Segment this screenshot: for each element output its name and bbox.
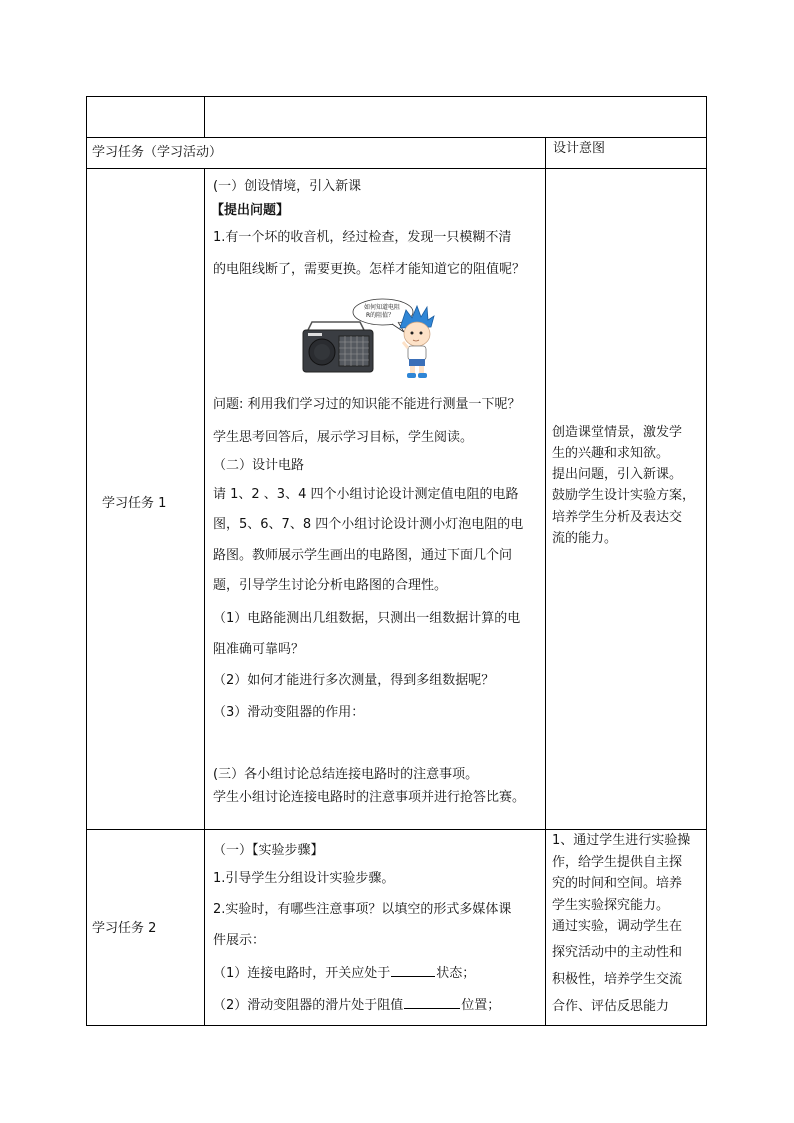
paragraph-line: 题，引导学生讨论分析电路图的合理性。 [213, 578, 448, 593]
table-row-divider [86, 829, 707, 830]
fill-text: 状态； [436, 966, 476, 981]
task-label: 学习任务 2 [92, 921, 157, 936]
intent-line: 探究活动中的主动性和 [552, 945, 683, 960]
radio-icon [303, 322, 373, 372]
paragraph-line: 的电阻线断了，需要更换。怎样才能知道它的阻值呢？ [213, 262, 526, 277]
paragraph-line: 件展示： [213, 933, 266, 948]
paragraph-line: （1）电路能测出几组数据，只测出一组数据计算的电 [213, 611, 521, 626]
intent-column-header: 设计意图 [553, 141, 606, 156]
intent-line: 积极性，培养学生交流 [552, 972, 683, 987]
table-row-divider [86, 168, 707, 169]
fill-blank-line [213, 964, 475, 982]
raise-question-heading: 【提出问题】 [211, 203, 290, 218]
fill-text: （1）连接电路时，开关应处于 [213, 966, 391, 981]
intent-line: 究的时间和空间。培养 [552, 876, 683, 891]
intent-line: 生的兴趣和求知欲。 [552, 446, 670, 461]
paragraph-line: 路图。教师展示学生画出的电路图，通过下面几个问 [213, 548, 513, 563]
fill-text: 位置； [461, 998, 501, 1013]
intent-line: 作，给学生提供自主探 [552, 855, 683, 870]
section-title: （一）【实验步骤】 [213, 843, 324, 858]
intent-line: 鼓励学生设计实验方案， [552, 488, 696, 503]
table-border-top [86, 96, 707, 97]
paragraph-line: 1.引导学生分组设计实验步骤。 [213, 871, 395, 886]
paragraph-line: 图，5、6、7、8 四个小组讨论设计测小灯泡电阻的电 [213, 517, 524, 532]
table-border-left [86, 96, 87, 1026]
table-row-divider [86, 137, 707, 138]
section-title: (三）各小组讨论总结连接电路时的注意事项。 [213, 767, 479, 782]
intent-line: 流的能力。 [552, 531, 618, 546]
section-title: （二）设计电路 [213, 458, 305, 473]
intent-line: 提出问题，引入新课。 [552, 467, 683, 482]
table-border-bottom [86, 1025, 707, 1026]
task-label: 学习任务 1 [102, 496, 167, 511]
table-col-divider [204, 168, 205, 1026]
intent-line: 通过实验，调动学生在 [552, 919, 683, 934]
bubble-text: 如何知道电阻 [364, 304, 401, 311]
paragraph-line: （2）如何才能进行多次测量，得到多组数据呢？ [213, 673, 495, 688]
paragraph-line: 1.有一个坏的收音机，经过检查，发现一只模糊不清 [213, 230, 512, 245]
paragraph-line: 学生小组讨论连接电路时的注意事项并进行抢答比赛。 [213, 790, 526, 805]
paragraph-line: 学生思考回答后，展示学习目标，学生阅读。 [213, 430, 474, 445]
paragraph-line: 阻准确可靠吗？ [213, 642, 305, 657]
intent-line: 创造课堂情景，激发学 [552, 425, 683, 440]
paragraph-line: 问题: 利用我们学习过的知识能不能进行测量一下呢？ [213, 397, 521, 412]
blank-field [404, 996, 460, 1009]
fill-blank-line [213, 996, 500, 1014]
paragraph-line: 请 1、2 、3、4 四个小组讨论设计测定值电阻的电路 [213, 487, 519, 502]
bubble-text: R的阻值？ [366, 312, 395, 319]
paragraph-line: （3）滑动变阻器的作用： [213, 705, 365, 720]
intent-line: 学生实验探究能力。 [552, 898, 670, 913]
intent-line: 1、通过学生进行实验操 [552, 833, 691, 848]
table-col-divider [545, 137, 546, 1026]
table-col-divider [204, 96, 205, 138]
fill-text: （2）滑动变阻器的滑片处于阻值 [213, 998, 404, 1013]
blank-field [391, 964, 435, 977]
intent-line: 合作、评估反思能力 [552, 999, 670, 1014]
activity-column-header: 学习任务（学习活动） [92, 145, 223, 160]
paragraph-line: 2.实验时，有哪些注意事项？以填空的形式多媒体课 [213, 902, 512, 917]
table-border-right [706, 96, 707, 1026]
intent-line: 培养学生分析及表达交 [552, 510, 683, 525]
section-title: (一）创设情境，引入新课 [213, 179, 362, 194]
cartoon-boy-icon [400, 306, 434, 378]
